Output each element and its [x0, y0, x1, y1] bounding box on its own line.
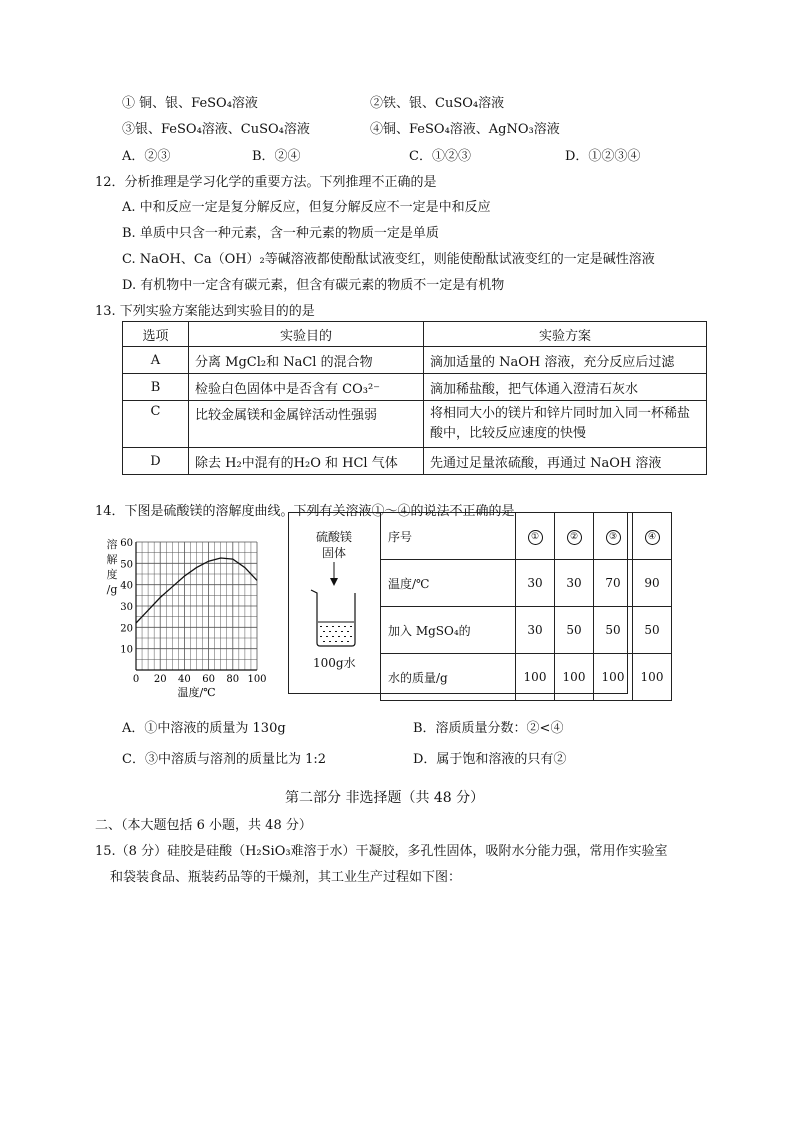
- part2-title: 第二部分 非选择题（共 48 分）: [285, 790, 485, 806]
- table-cell: [594, 513, 633, 560]
- x-tick-label: 20: [153, 674, 167, 685]
- table-cell: D: [123, 448, 189, 475]
- table-cell: [516, 513, 555, 560]
- q15-line-1: 15.（8 分）硅胶是硅酸（H₂SiO₃难溶于水）干凝胶，多孔性固体，吸附水分能力强，常用作实验室: [95, 844, 668, 859]
- table-cell: 除去 H₂中混有的H₂O 和 HCl 气体: [189, 448, 424, 475]
- table-header-row: [123, 322, 707, 347]
- table-cell: 先通过足量浓硫酸，再通过 NaOH 溶液: [424, 448, 707, 475]
- x-axis-label: 温度/℃: [177, 686, 216, 699]
- table-cell: [555, 513, 594, 560]
- table-cell: 100: [633, 654, 672, 701]
- table-cell: 水的质量/g: [381, 654, 516, 701]
- table-cell: 比较金属镁和金属锌活动性强弱: [189, 401, 424, 448]
- part2-section: 二、（本大题包括 6 小题，共 48 分）: [95, 818, 312, 833]
- table-cell: 加入 MgSO₄的: [381, 607, 516, 654]
- table-cell: 70: [594, 560, 633, 607]
- table-cell: 30: [516, 607, 555, 654]
- q14-choice-a: A．①中溶液的质量为 130g: [122, 721, 286, 736]
- beaker-water-label: 100g水: [313, 656, 356, 670]
- table-row: [123, 448, 707, 475]
- beaker-label-2: 固体: [322, 546, 347, 560]
- y-tick-label: 10: [120, 644, 133, 656]
- table-cell: 100: [516, 654, 555, 701]
- table-cell: 30: [555, 560, 594, 607]
- table-row: [123, 374, 707, 401]
- table-cell: 滴加适量的 NaOH 溶液，充分反应后过滤: [424, 347, 707, 374]
- q14-choice-b: B．溶质质量分数：②<④: [413, 721, 564, 736]
- chart-ylabel-char: 溶: [106, 538, 118, 551]
- beaker-icon: [305, 560, 365, 652]
- q11-choice-c: C．①②③: [409, 149, 471, 164]
- q15-line-2: 和袋装食品、瓶装药品等的干燥剂，其工业生产过程如下图：: [110, 870, 462, 885]
- table-cell: 检验白色固体中是否含有 CO₃²⁻: [189, 374, 424, 401]
- q12-option-d: D. 有机物中一定含有碳元素，但含有碳元素的物质不一定是有机物: [122, 278, 505, 293]
- table-cell: B: [123, 374, 189, 401]
- table-cell: A: [123, 347, 189, 374]
- y-tick-label: 30: [120, 602, 133, 613]
- y-tick-label: 50: [120, 559, 133, 571]
- table-cell-label: ①: [528, 530, 543, 545]
- chart-ylabel-char: 度: [106, 568, 118, 581]
- q11-option-2: ②铁、银、CuSO₄溶液: [370, 96, 505, 111]
- q11-choice-a: A．②③: [122, 149, 171, 164]
- chart-ylabel-char: /g: [106, 583, 118, 596]
- table-cell: 30: [516, 560, 555, 607]
- q11-choice-b: B．②④: [252, 149, 301, 164]
- x-tick-label: 40: [178, 674, 191, 685]
- table-row: [123, 401, 707, 448]
- table-cell: 将相同大小的镁片和锌片同时加入同一杯稀盐酸中，比较反应速度的快慢: [424, 401, 707, 448]
- table-cell: 50: [594, 607, 633, 654]
- table-cell: [633, 513, 672, 560]
- q14-table: [380, 512, 672, 701]
- x-tick-label: 100: [247, 674, 267, 685]
- table-cell: C: [123, 401, 189, 448]
- y-tick-label: 40: [120, 580, 133, 592]
- table-cell-label: ②: [567, 530, 582, 545]
- table-cell: 50: [555, 607, 594, 654]
- table-header-cell: 实验目的: [189, 322, 424, 347]
- x-tick-label: 60: [202, 674, 215, 685]
- table-header-cell: 选项: [123, 322, 189, 347]
- q11-option-3: ③银、FeSO₄溶液、CuSO₄溶液: [122, 122, 310, 137]
- table-cell: 温度/℃: [381, 560, 516, 607]
- table-header-cell: 实验方案: [424, 322, 707, 347]
- table-cell: 滴加稀盐酸，把气体通入澄清石灰水: [424, 374, 707, 401]
- q11-choice-d: D．①②③④: [565, 149, 641, 164]
- q12-option-a: A. 中和反应一定是复分解反应，但复分解反应不一定是中和反应: [122, 200, 491, 215]
- q12-option-b: B. 单质中只含一种元素，含一种元素的物质一定是单质: [122, 226, 439, 241]
- table-cell: 100: [555, 654, 594, 701]
- table-cell: 50: [633, 607, 672, 654]
- table-cell: 90: [633, 560, 672, 607]
- table-cell-label: ③: [606, 530, 621, 545]
- y-tick-label: 20: [120, 623, 133, 635]
- x-tick-label: 80: [226, 674, 240, 685]
- table-cell: 100: [594, 654, 633, 701]
- q14-choice-c: C．③中溶质与溶剂的质量比为 1:2: [122, 752, 327, 767]
- q14-stem: 14．下图是硫酸镁的溶解度曲线。下列有关溶液①～④的说法不正确的是: [95, 504, 515, 519]
- q13-table: [122, 321, 707, 475]
- q11-option-1: ① 铜、银、FeSO₄溶液: [122, 96, 258, 111]
- solubility-chart: [110, 528, 280, 703]
- table-row: [381, 607, 672, 654]
- table-row: [381, 560, 672, 607]
- q14-choice-d: D．属于饱和溶液的只有②: [413, 752, 567, 767]
- table-row: [381, 654, 672, 701]
- q11-option-4: ④铜、FeSO₄溶液、AgNO₃溶液: [370, 122, 560, 137]
- table-header-row: [381, 513, 672, 560]
- q13-stem: 13. 下列实验方案能达到实验目的的是: [95, 304, 315, 319]
- table-cell: 分离 MgCl₂和 NaCl 的混合物: [189, 347, 424, 374]
- table-cell-label: ④: [645, 530, 660, 545]
- q12-option-c: C. NaOH、Ca（OH）₂等碱溶液都使酚酞试液变红，则能使酚酞试液变红的一定是碱性溶液: [122, 252, 655, 267]
- q12-stem: 12．分析推理是学习化学的重要方法。下列推理不正确的是: [95, 175, 437, 190]
- beaker-label-1: 硫酸镁: [316, 530, 353, 544]
- table-cell: 序号: [381, 513, 516, 560]
- table-row: [123, 347, 707, 374]
- x-tick-label: 0: [132, 674, 140, 685]
- chart-ylabel-char: 解: [106, 553, 118, 566]
- y-tick-label: 60: [120, 538, 133, 549]
